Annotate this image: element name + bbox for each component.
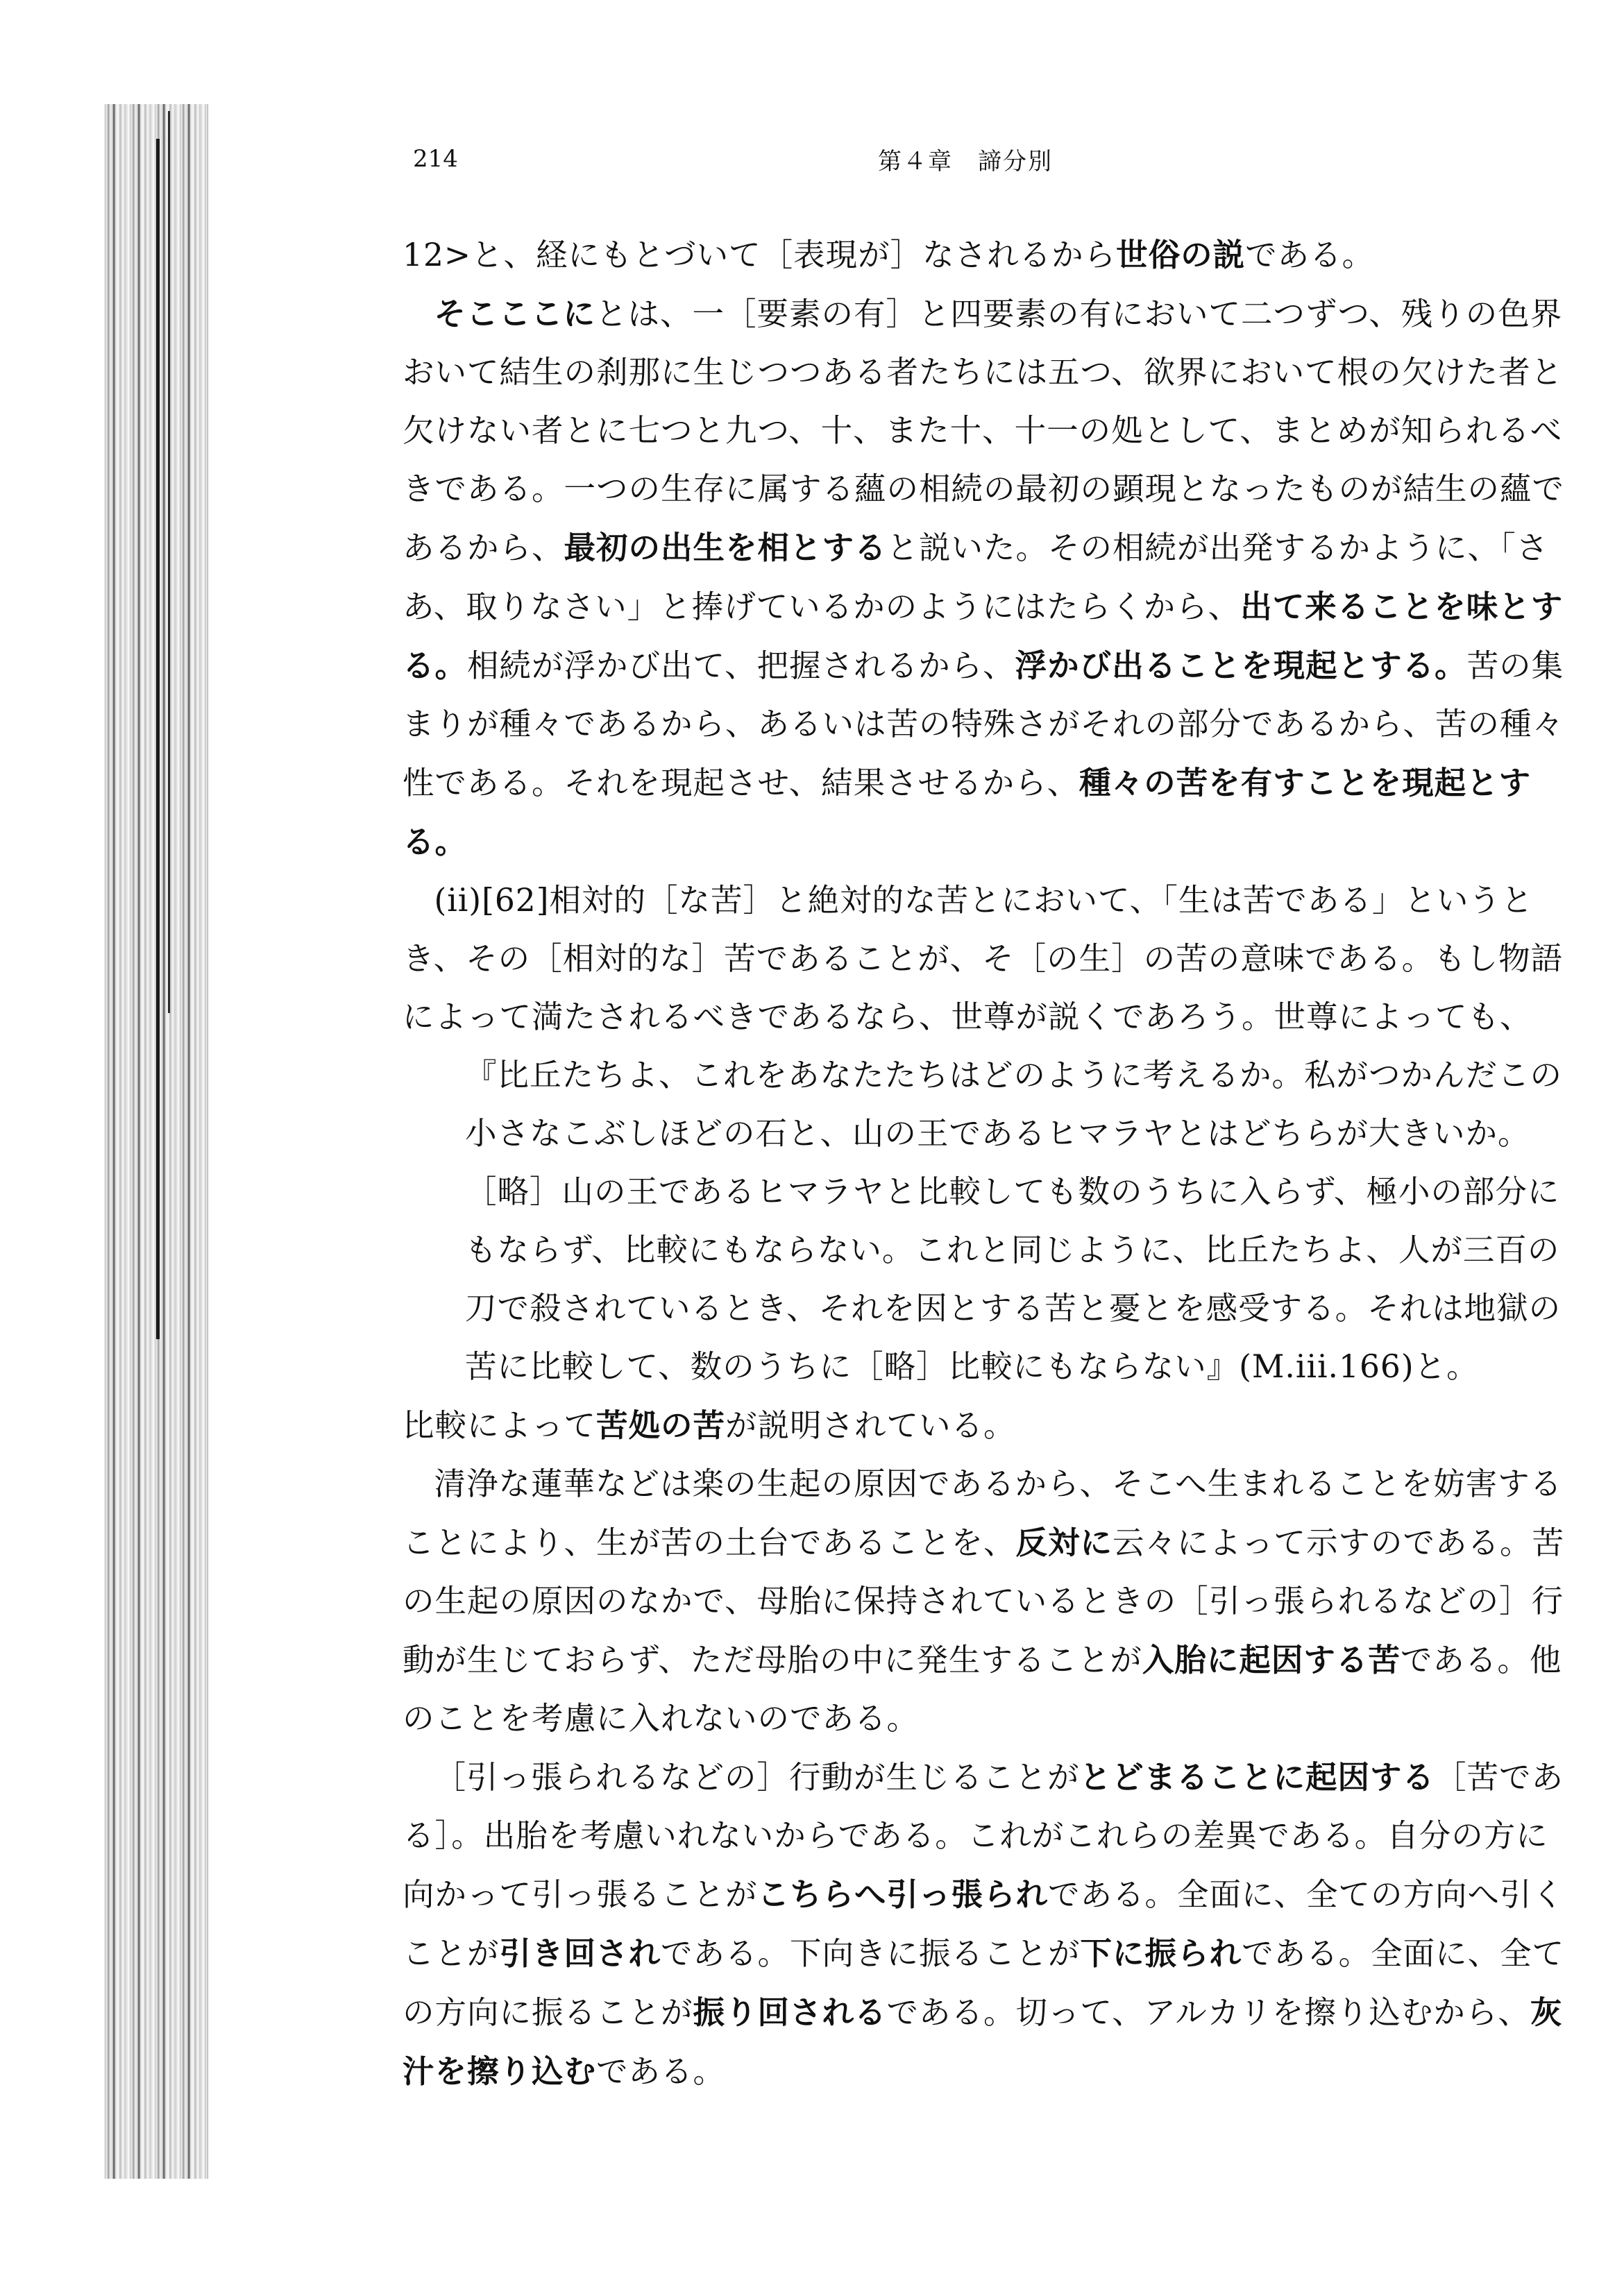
bold-term: 出て来ることを味とする。 — [403, 588, 1564, 684]
bold-term: 灰汁を擦り込む — [403, 1993, 1563, 2090]
paragraph — [403, 871, 1575, 1046]
text-run: である。全面に、全ての方向に振ることが — [403, 1935, 1565, 2031]
page-number: 214 — [413, 145, 458, 173]
bold-term: とどまることに起因する — [1079, 1758, 1435, 1796]
document-body — [403, 226, 1575, 2101]
text-run: 相続が浮かび出て、把握されるから、 — [467, 647, 1015, 684]
text-run: (ii)[62]相対的［な苦］と絶対的な苦とにおいて、「生は苦である」というとき、その［相対的な］苦であることが、そ［の生］の苦の意味である。もし物語によって満たされるべきであるなら、世尊が説くであろう。世尊によっても、 — [403, 882, 1564, 1035]
bold-term: 種々の苦を有すことを現起とする。 — [403, 764, 1532, 860]
text-run: である。全面に、全ての方向へ引くことが — [403, 1876, 1565, 1972]
paragraph — [403, 1396, 1575, 1455]
text-run: 清浄な蓮華などは楽の生起の原因であるから、そこへ生まれることを妨害することにより、生が苦の土台であることを、 — [403, 1465, 1563, 1561]
bold-term: 振り回される — [693, 1993, 887, 2031]
bold-term: 入胎に起因する苦 — [1142, 1641, 1401, 1678]
page-header — [0, 142, 1624, 184]
binding-crease-line — [156, 139, 160, 1339]
bold-term: 最初の出生を相とする — [564, 529, 887, 566]
text-run: が説明されている。 — [725, 1407, 1016, 1444]
text-run: と説いた。その相続が出発するかように、「さあ、取りなさい」と捧げているかのようにはたらくから、 — [403, 529, 1549, 625]
binding-crease-line — [168, 111, 170, 1013]
text-run: とは、一［要素の有］と四要素の有において二つずつ、残りの色界おいて結生の刹那に生じつつある者たちには五つ、欲界において根の欠けた者と欠けない者とに七つと九つ、十、また十、十一の処として、まとめが知られるべきである。一つの生存に属する蘊の相続の最初の顕現となったものが結生の蘊であるから、 — [403, 296, 1565, 566]
paragraph — [403, 226, 1575, 284]
text-run: 12>と、経にもとづいて［表現が］なされるから — [403, 237, 1117, 273]
text-run: 云々によって示すのである。苦の生起の原因のなかで、母胎に保持されているときの［引っ張られるなどの］行動が生じておらず、ただ母胎の中に発生することが — [403, 1524, 1565, 1678]
bold-term: 反対に — [1015, 1524, 1113, 1561]
bold-term: そこここに — [434, 295, 596, 332]
text-run: 比較によって — [403, 1407, 597, 1444]
paragraph — [403, 1748, 1575, 2101]
text-run: である。 — [596, 2053, 726, 2090]
bold-term: 浮かび出ることを現起とする。 — [1015, 647, 1467, 684]
bold-term: 世俗の説 — [1116, 236, 1246, 273]
text-run: である。切って、アルカリを擦り込むから、 — [886, 1994, 1530, 2031]
block-quote — [403, 1046, 1575, 1396]
text-run: である。 — [1245, 237, 1375, 273]
running-title: 第４章 諦分別 — [878, 148, 1053, 176]
paragraph — [403, 1455, 1575, 1748]
bold-term: こちらへ引っ張られ — [757, 1876, 1049, 1913]
bold-term: 苦処の苦 — [596, 1406, 726, 1444]
text-run: である。下向きに振ることが — [661, 1935, 1081, 1972]
text-run: である。他のことを考慮に入れないのである。 — [403, 1642, 1562, 1737]
text-run: ［苦である］。出胎を考慮いれないからである。これがこれらの差異である。自分の方に向かって引っ張ることが — [403, 1759, 1564, 1913]
paragraph — [403, 284, 1575, 871]
text-run: 苦の集まりが種々であるから、あるいは苦の特殊さがそれの部分であるから、苦の種々性である。それを現起させ、結果させるから、 — [403, 647, 1565, 801]
quote-text: 『比丘たちよ、これをあなたたちはどのように考えるか。私がつかんだこの小さなこぶしほどの石と、山の王であるヒマラヤとはどちらが大きいか。［略］山の王であるヒマラヤと比較しても数のうちに入らず、極小の部分にもならず、比較にもならない。これと同じように、比丘たちよ、人が三百の刀で殺されているとき、それを因とする苦と憂とを感受する。それは地獄の苦に比較して、数のうちに［略］比較にもならない』(M.iii.166)と。 — [465, 1057, 1563, 1385]
text-run: ［引っ張られるなどの］行動が生じることが — [434, 1759, 1080, 1796]
bold-term: 下に振られ — [1080, 1934, 1242, 1972]
bold-term: 引き回され — [499, 1934, 661, 1972]
